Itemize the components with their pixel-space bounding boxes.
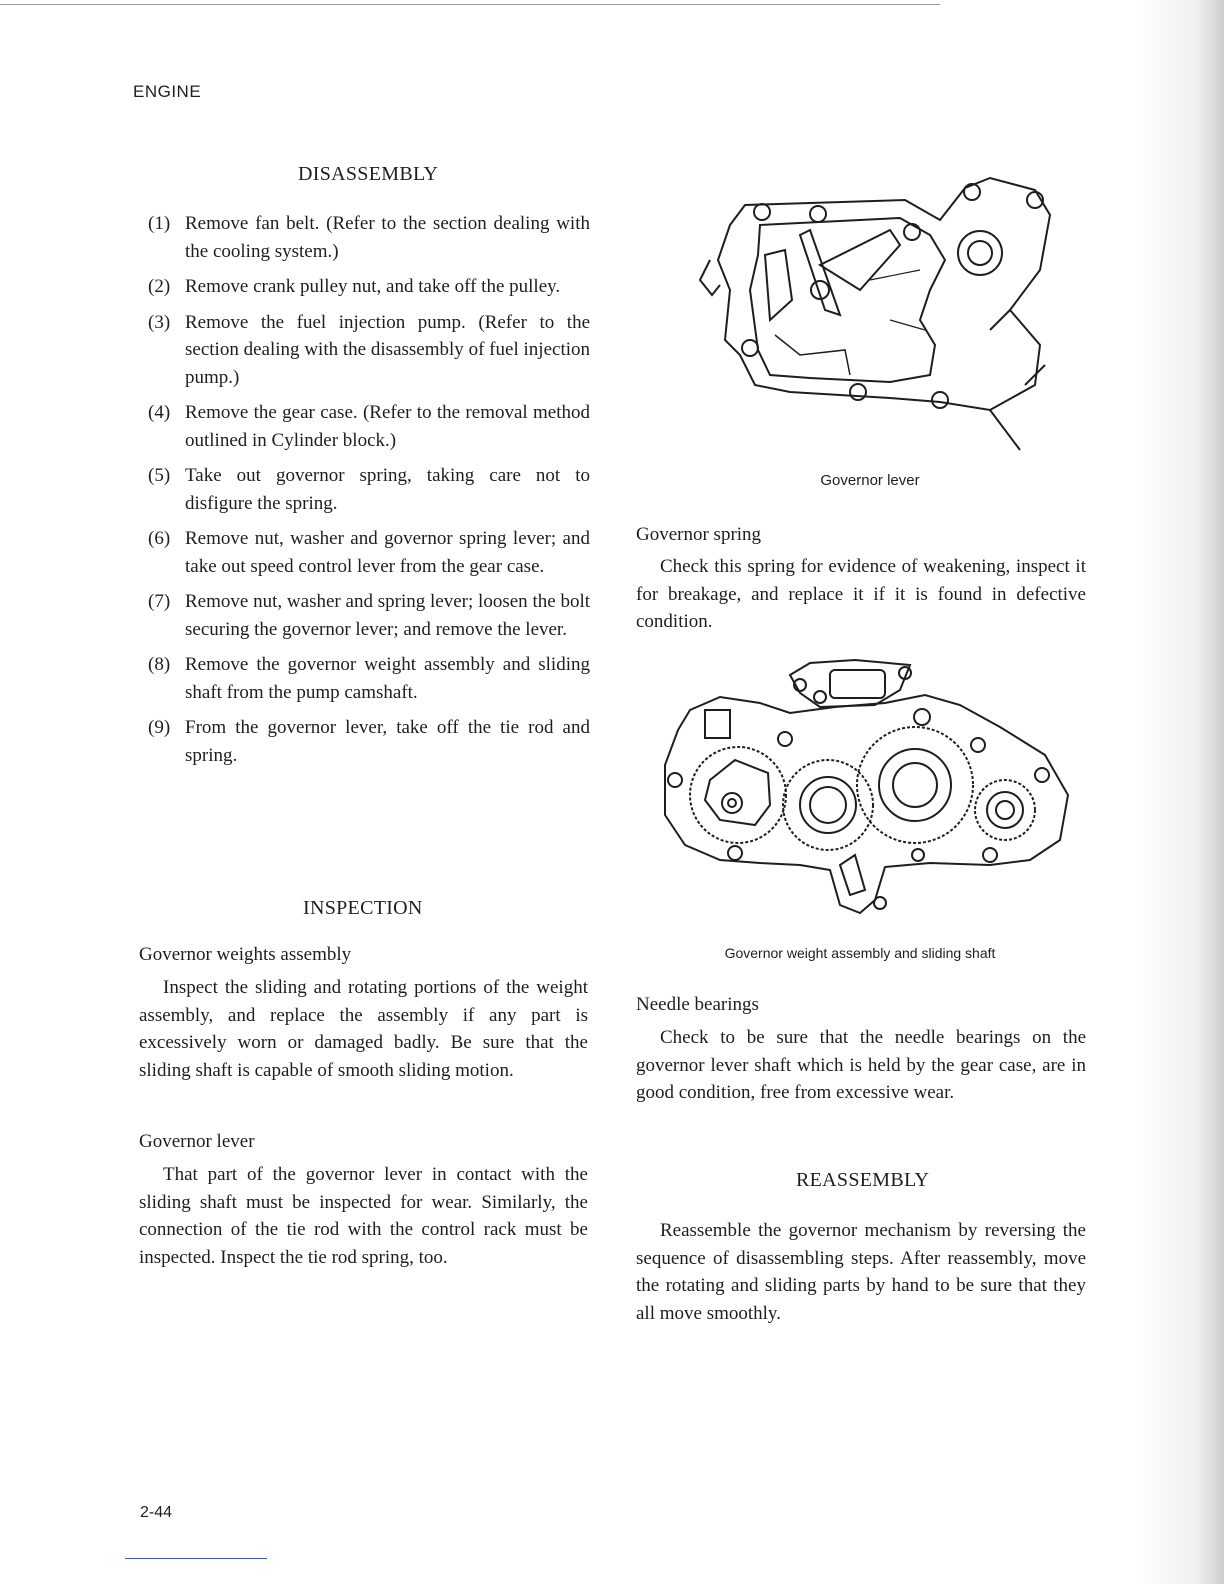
step-item: (3) Remove the fuel injection pump. (Refer to the section dealing with the disassembly of fuel injection pump.) (148, 311, 590, 388)
weights-paragraph: Inspect the sliding and rotating portions of the weight assembly, and replace the assembly if any part is excessively worn or damaged badly. Be sure that the sliding shaft is capable of smooth sliding motion. (139, 977, 588, 1081)
figure2-caption: Governor weight assembly and sliding shaft (724, 945, 996, 961)
spring-paragraph: Check this spring for evidence of weakening, inspect it for breakage, and replace it if it is found in defective condition. (636, 556, 1086, 632)
step-item: (8) Remove the governor weight assembly and sliding shaft from the pump camshaft. (148, 654, 590, 703)
section-header: ENGINE (133, 82, 202, 101)
reassembly-heading: REASSEMBLY (796, 1169, 930, 1191)
lever-subheading: Governor lever (139, 1131, 255, 1152)
step-item: (4) Remove the gear case. (Refer to the removal method outlined in Cylinder block.) (148, 402, 590, 451)
top-rule (0, 4, 940, 5)
lever-paragraph: That part of the governor lever in contact with the sliding shaft must be inspected for wear. Similarly, the connection of the tie rod with the control rack must be inspected. Inspect the tie rod spring, too. (139, 1164, 588, 1268)
figure1-caption: Governor lever (820, 472, 920, 489)
bottom-rule (125, 1558, 267, 1559)
disassembly-steps-list (148, 210, 590, 777)
governor-weight-figure (660, 655, 1070, 917)
page-number: 2-44 (140, 1504, 173, 1521)
step-item: (2) Remove crank pulley nut, and take off the pulley. (148, 276, 561, 297)
step-item: (5) Take out governor spring, taking care not to disfigure the spring. (148, 465, 590, 514)
step-item: (9) From the governor lever, take off the tie rod and spring. (148, 717, 590, 766)
step-item: (7) Remove nut, washer and spring lever; loosen the bolt securing the governor lever; and remove the lever. (148, 591, 590, 640)
reassembly-paragraph: Reassemble the governor mechanism by reversing the sequence of disassembling steps. After reassembly, move the rotating and sliding parts by hand to be sure that they all move smoothly. (636, 1220, 1086, 1324)
inspection-heading: INSPECTION (303, 897, 423, 919)
weights-subheading: Governor weights assembly (139, 944, 352, 965)
step-item: (6) Remove nut, washer and governor spring lever; and take out speed control lever from the gear case. (148, 528, 590, 577)
disassembly-heading: DISASSEMBLY (298, 163, 439, 185)
step-item: (1) Remove fan belt. (Refer to the section dealing with the cooling system.) (148, 213, 590, 262)
governor-lever-figure (690, 170, 1060, 465)
spring-subheading: Governor spring (636, 524, 762, 545)
page-edge-shadow (1134, 0, 1224, 1584)
needle-subheading: Needle bearings (636, 994, 759, 1015)
needle-paragraph: Check to be sure that the needle bearings on the governor lever shaft which is held by the gear case, are in good condition, free from excessive wear. (636, 1027, 1086, 1103)
